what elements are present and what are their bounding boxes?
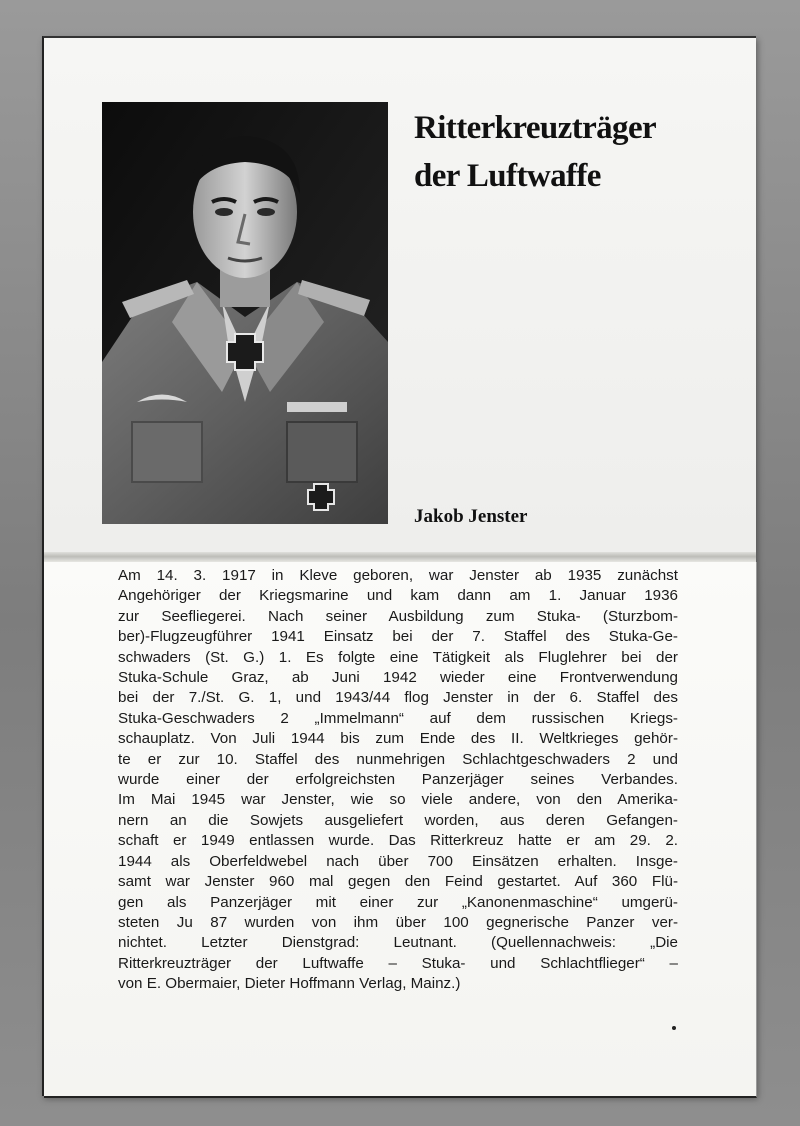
biography-text — [118, 566, 678, 995]
biography-line: Stuka-Geschwaders 2 „Immelmann“ auf dem russischen Kriegs- — [118, 709, 678, 727]
biography-line: 1944 als Oberfeldwebel nach über 700 Einsätzen erhalten. Insge- — [118, 852, 678, 870]
portrait-illustration — [102, 102, 388, 524]
person-name: Jakob Jenster — [414, 506, 528, 527]
biography-line: schauplatz. Von Juli 1944 bis zum Ende des II. Weltkrieges gehör- — [118, 730, 678, 748]
biography-line: gen als Panzerjäger mit einer zur „Kanonenmaschine“ umgerü- — [118, 893, 678, 911]
folded-card — [42, 36, 756, 1096]
biography-line: Ritterkreuzträger der Luftwaffe – Stuka- und Schlachtflieger“ – — [118, 954, 678, 972]
biography-line: Angehöriger der Kriegsmarine und kam dann am 1. Januar 1936 — [118, 587, 678, 605]
biography-line: Im Mai 1945 war Jenster, wie so viele andere, von den Amerika- — [118, 791, 678, 809]
biography-line: wurde einer der erfolgreichsten Panzerjäger seines Verbandes. — [118, 771, 678, 789]
biography-line: zur Seefliegerei. Nach seiner Ausbildung zum Stuka- (Sturzbom- — [118, 607, 678, 625]
biography-line: bei der 7./St. G. 1, und 1943/44 flog Jenster in der 6. Staffel des — [118, 689, 678, 707]
biography-line: samt war Jenster 960 mal gegen den Feind gestartet. Auf 360 Flü- — [118, 873, 678, 891]
biography-line: nichtet. Letzter Dienstgrad: Leutnant. (Quellennachweis: „Die — [118, 934, 678, 952]
title-line: Ritterkreuzträger — [414, 110, 657, 146]
biography-line: steten Ju 87 wurden von ihm über 100 gegnerische Panzer ver- — [118, 913, 678, 931]
biography-line: schwaders (St. G.) 1. Es folgte eine Tätigkeit als Fluglehrer bei der — [118, 648, 678, 666]
card-fold-line — [44, 552, 756, 562]
biography-line: te er zur 10. Staffel des nunmehrigen Schlachtgeschwaders 2 und — [118, 750, 678, 768]
card-title — [414, 104, 744, 200]
portrait-photo — [102, 102, 388, 524]
title-line: der Luftwaffe — [414, 158, 601, 194]
biography-line: nern an die Sowjets ausgeliefert worden, aus deren Gefangen- — [118, 811, 678, 829]
print-speck — [672, 1026, 676, 1030]
biography-line: Stuka-Schule Graz, ab Juni 1942 wieder eine Frontverwendung — [118, 669, 678, 687]
biography-line: ber)-Flugzeugführer 1941 Einsatz bei der 7. Staffel des Stuka-Ge- — [118, 628, 678, 646]
biography-line: Am 14. 3. 1917 in Kleve geboren, war Jenster ab 1935 zunächst — [118, 567, 678, 584]
biography-line: schaft er 1949 entlassen wurde. Das Ritterkreuz hatte er am 29. 2. — [118, 832, 678, 850]
biography-line: von E. Obermaier, Dieter Hoffmann Verlag, Mainz.) — [118, 975, 461, 993]
